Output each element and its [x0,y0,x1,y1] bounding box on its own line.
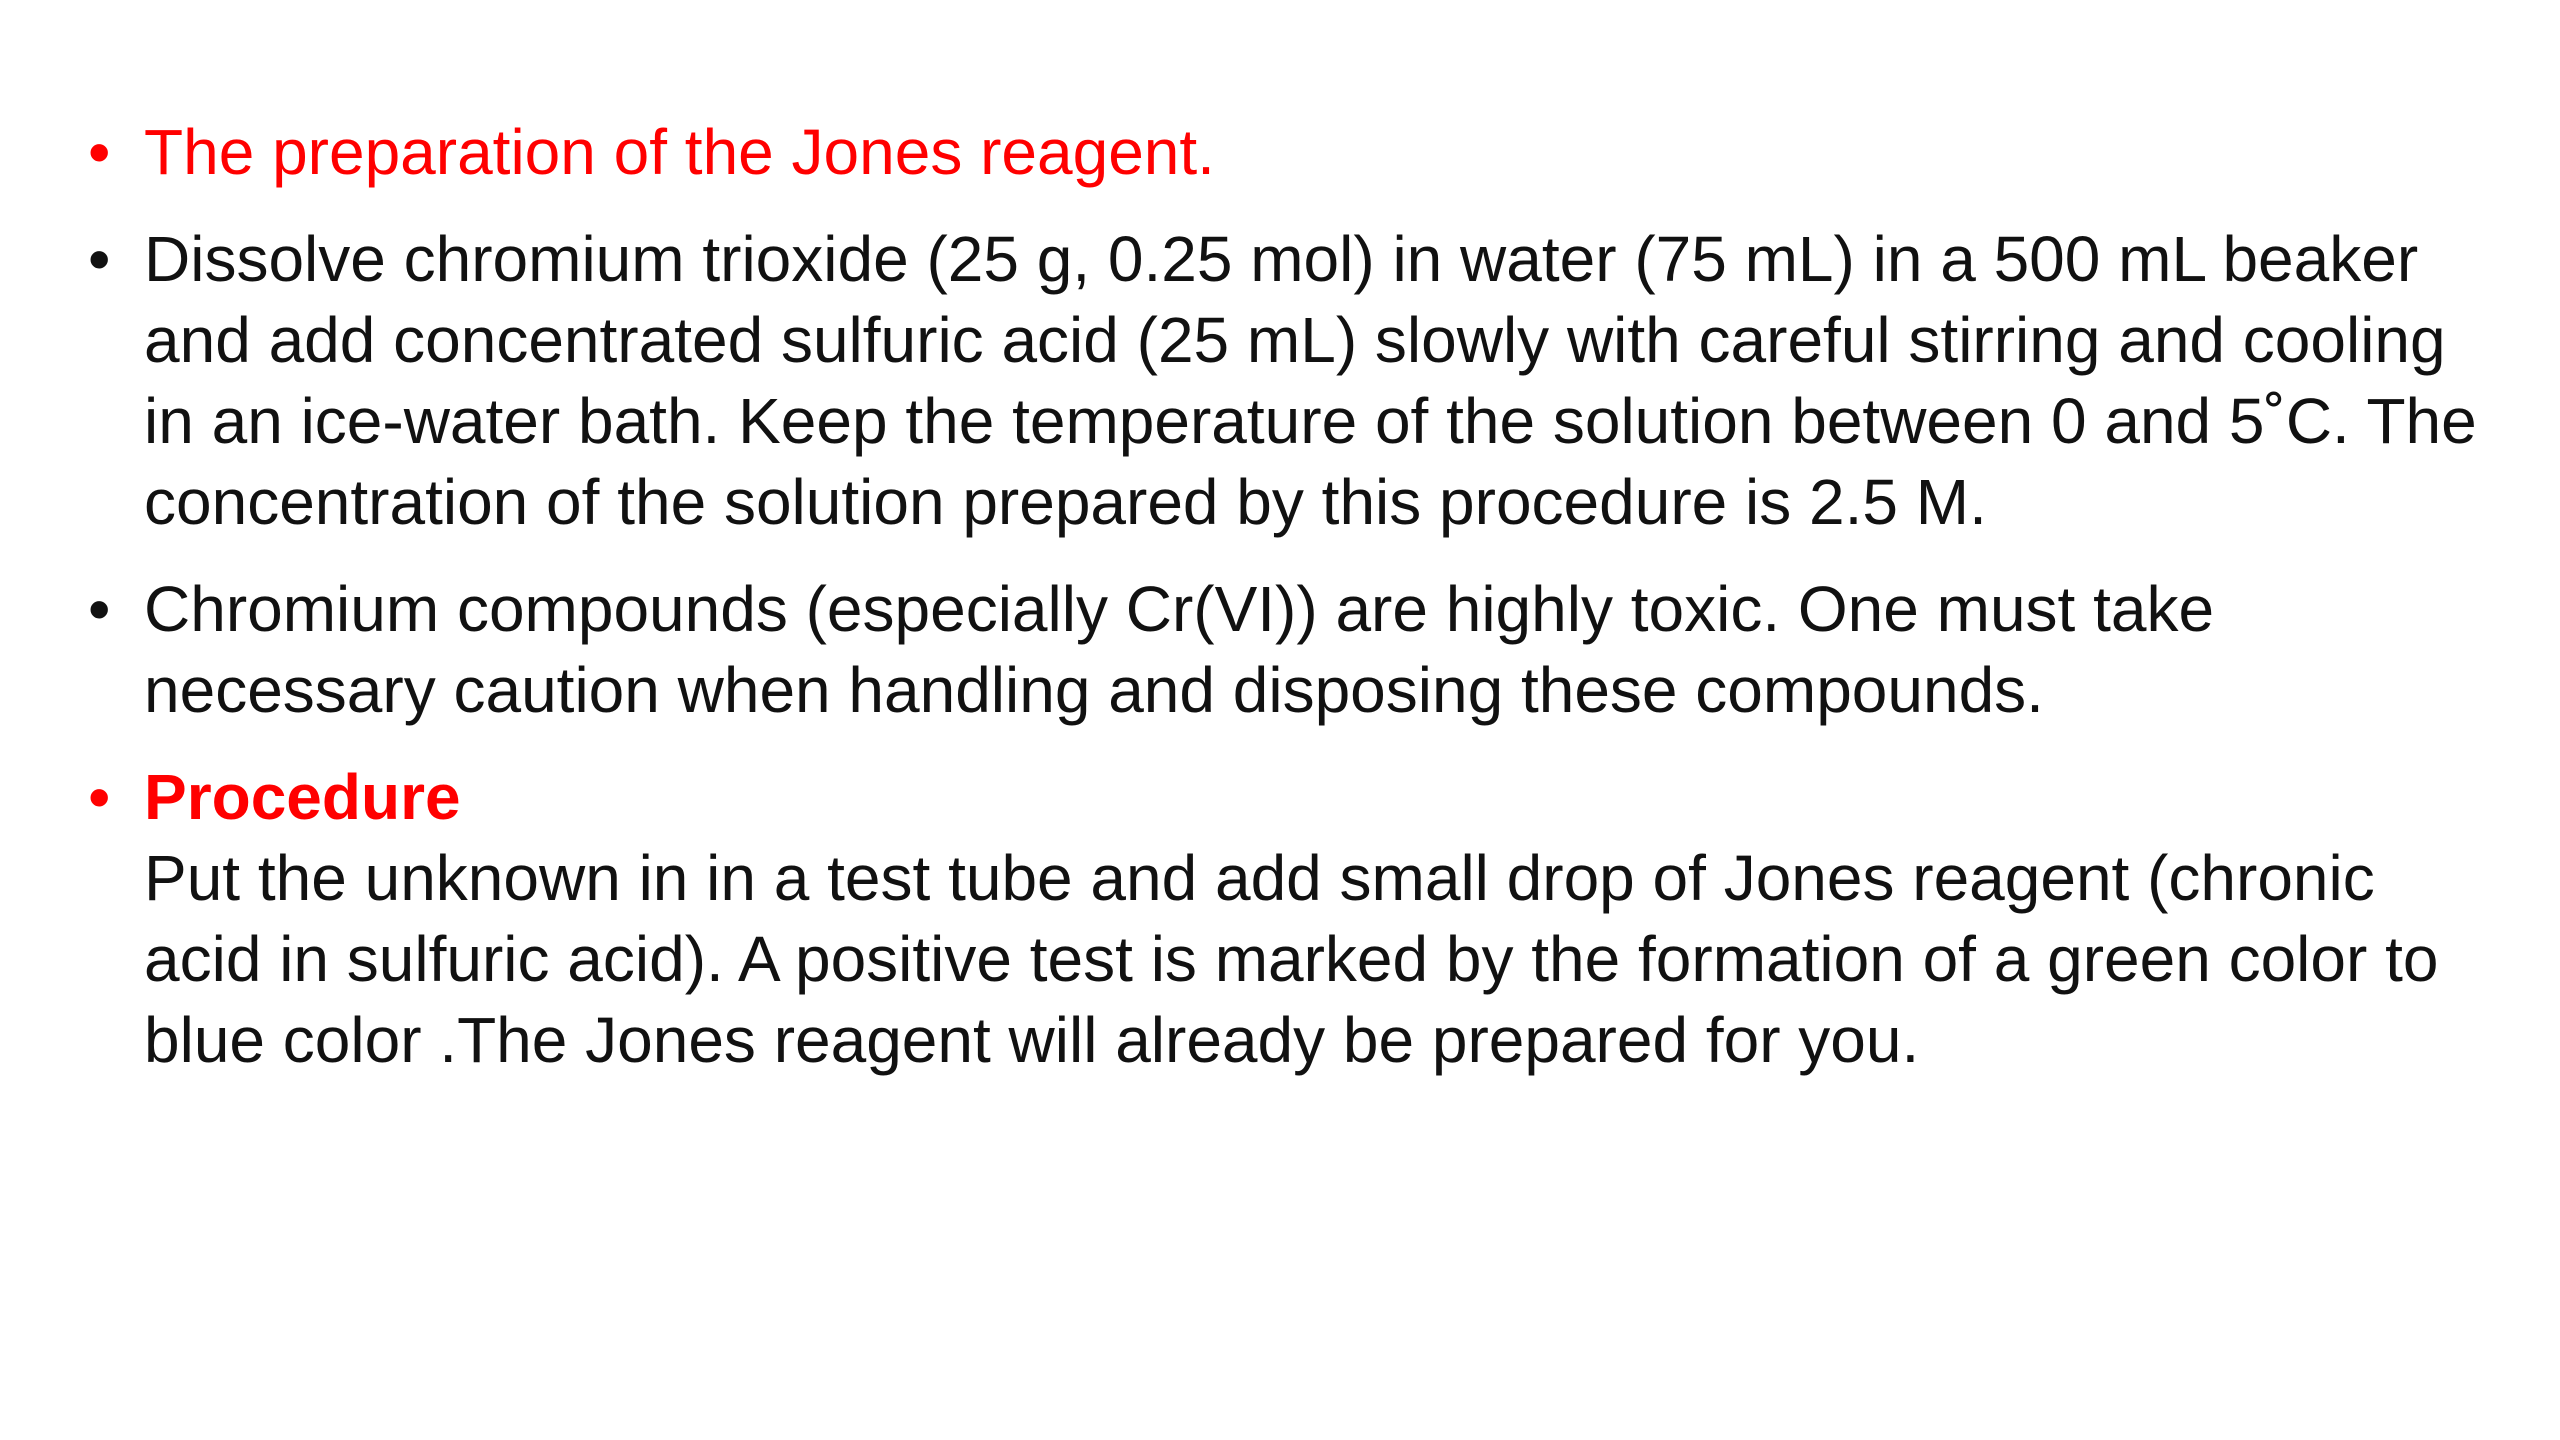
bullet-text: Chromium compounds (especially Cr(VI)) are highly toxic. One must take necessary caution when handling and disposing these compounds. [144,573,2215,726]
bullet-item-dissolve [88,219,2508,543]
bullet-text: Dissolve chromium trioxide (25 g, 0.25 mol) in water (75 mL) in a 500 mL beaker and add concentrated sulfuric acid (25 mL) slowly with careful stirring and cooling in an ice-water bath. Keep the temperature of the solution between 0 and 5˚C. The concentration of the solution prepared by this procedure is 2.5 M. [144,223,2477,538]
bullet-point-icon: • [88,116,111,188]
bullet-point-icon: • [88,223,111,295]
bullet-list [88,112,2508,1107]
bullet-point-icon: • [88,761,111,833]
bullet-item-jones-heading [88,112,2508,193]
bullet-item-procedure [88,757,2508,1081]
procedure-heading: Procedure [144,761,461,833]
bullet-text: The preparation of the Jones reagent. [144,116,1215,188]
bullet-item-toxicity-warning [88,569,2508,731]
procedure-text: Put the unknown in in a test tube and add small drop of Jones reagent (chronic acid in sulfuric acid). A positive test is marked by the formation of a green color to blue color .The Jones reagent will already be prepared for you. [144,842,2439,1076]
bullet-point-icon: • [88,573,111,645]
